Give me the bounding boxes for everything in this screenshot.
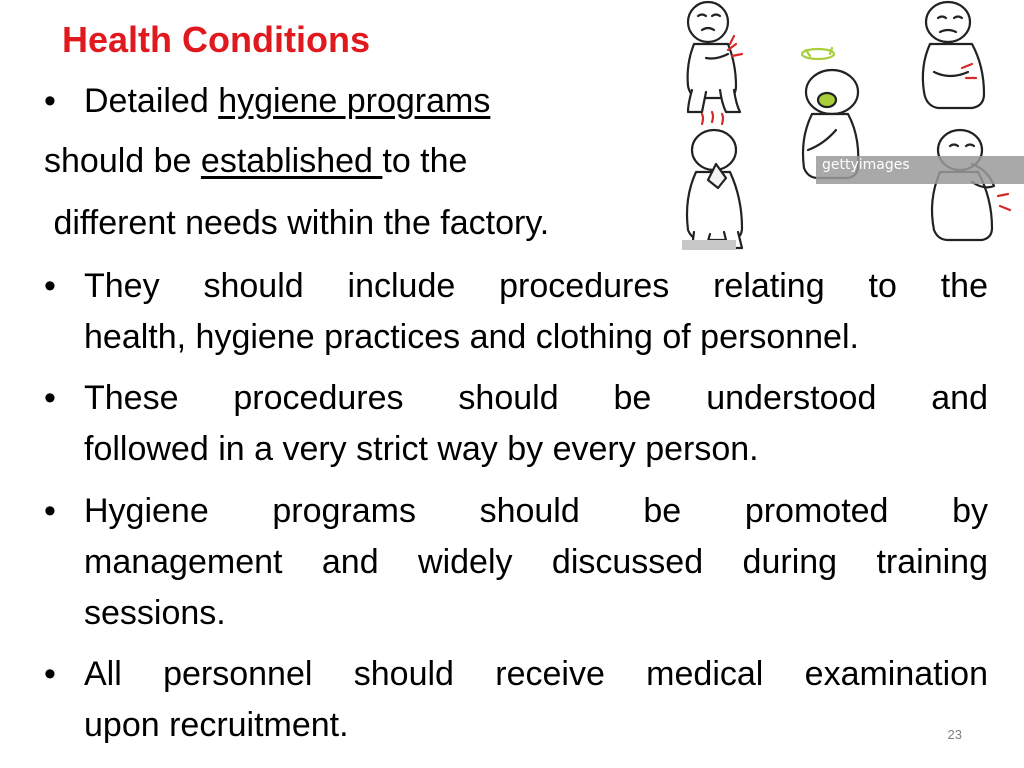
intro-line-3: different needs within the factory. [44,204,550,242]
bullet-item-4 [44,649,988,751]
bullet-1-line-1: They should include procedures relating to the [84,267,988,305]
bullet-2-line-1: These procedures should be understood and [84,379,988,417]
sick-figures-image [672,0,1024,258]
headache-figure-icon [687,112,742,248]
intro-line-2-pre: should be [44,142,201,180]
established-text: established [200,142,383,180]
bullet-2-line-2: followed in a very strict way by every person. [84,430,759,468]
bullet-text-4 [84,649,988,751]
coughing-figure-icon [932,130,1010,240]
hygiene-programs-link-text: hygiene programs [218,82,491,120]
bullet-3-line-3: sessions. [84,594,226,632]
credit-strip [682,240,736,250]
bullet-dot: • [44,267,56,305]
intro-line-1-text: Detailed [84,82,219,120]
bullet-3-line-1: Hygiene programs should be promoted by [84,492,988,530]
stomachache-figure-icon [923,2,984,108]
intro-line-2-post: to the [382,142,468,180]
bullet-text-3 [84,486,988,639]
page-number: 23 [947,727,962,742]
watermark-text: gettyimages [822,157,910,173]
bullet-text-1 [84,261,988,363]
bullet-dot: • [44,379,56,417]
sick-figure-icon [688,2,742,112]
intro-line-1 [84,76,684,127]
bullet-4-line-1: All personnel should receive medical examination [84,655,988,693]
bullet-dot: • [44,82,56,120]
bullet-1-line-2: health, hygiene practices and clothing of personnel. [84,318,859,356]
bullet-3-line-2: management and widely discussed during training [84,543,988,581]
bullet-item-1 [44,261,988,363]
bullet-dot: • [44,492,56,530]
slide-title: Health Conditions [62,19,370,60]
bullet-item-2 [44,373,988,475]
bullet-dot: • [44,655,56,693]
intro-line-2 [44,136,467,186]
bullet-4-line-2: upon recruitment. [84,706,349,744]
bullet-text-2 [84,373,988,475]
bullet-item-3 [44,486,988,639]
